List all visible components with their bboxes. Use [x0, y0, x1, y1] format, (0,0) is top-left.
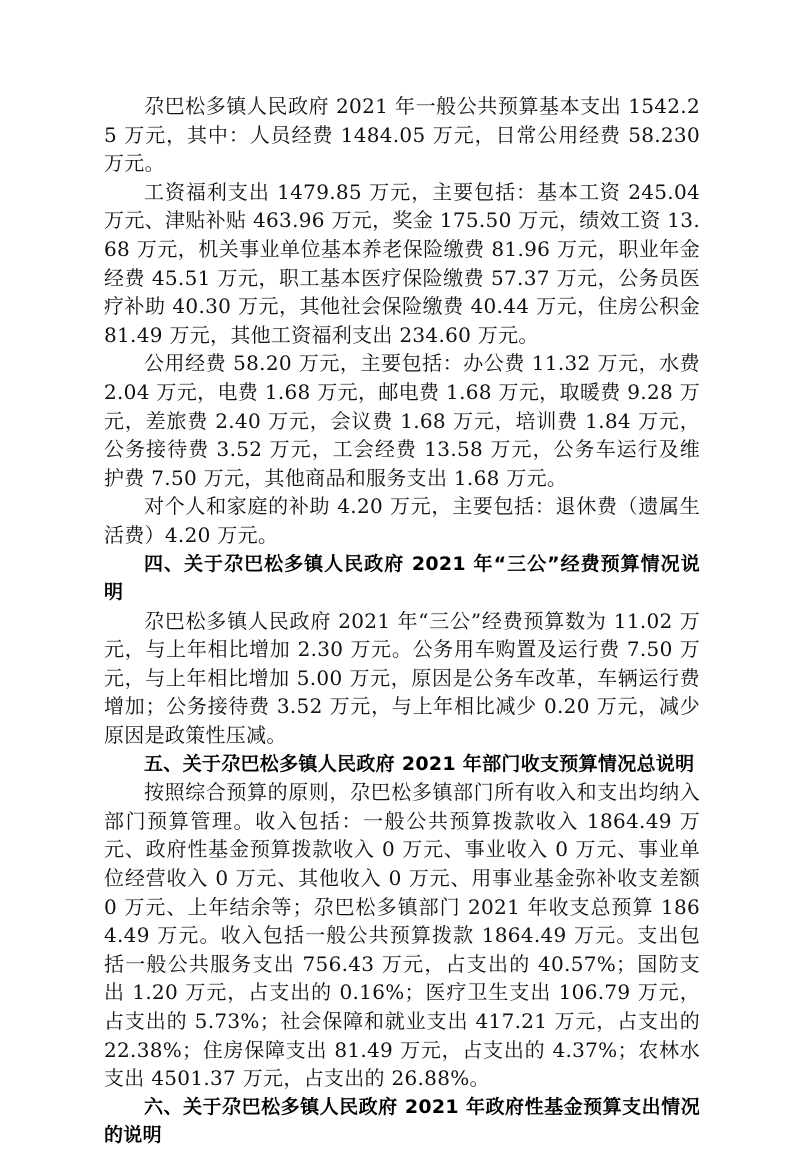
section-heading-four: 四、关于尕巴松多镇人民政府 2021 年“三公”经费预算情况说明 [104, 552, 700, 604]
paragraph-three-public-funds: 尕巴松多镇人民政府 2021 年“三公”经费预算数为 11.02 万元，与上年相比增加 2.30 万元。公务用车购置及运行费 7.50 万元，与上年相比增加 5.00 万元，原因是公务车改革，车辆运行费增加；公务接待费 3.52 万元，与上年相比减少 0.20 万元，减少原因是政策性压减。 [104, 608, 700, 748]
paragraph-public-expenses: 公用经费 58.20 万元，主要包括：办公费 11.32 万元，水费 2.04 万元，电费 1.68 万元，邮电费 1.68 万元，取暖费 9.28 万元，差旅费 2.40 万元，会议费 1.68 万元，培训费 1.84 万元，公务接待费 3.52 万元，工会经费 13.58 万元，公务车运行及维护费 7.50 万元，其他商品和服务支出 1.68 万元。 [104, 351, 700, 490]
paragraph-personal-subsidy: 对个人和家庭的补助 4.20 万元，主要包括：退休费（遗属生活费）4.20 万元。 [104, 494, 700, 547]
section-heading-five: 五、关于尕巴松多镇人民政府 2021 年部门收支预算情况总说明 [144, 752, 695, 775]
paragraph-salary-welfare: 工资福利支出 1479.85 万元，主要包括：基本工资 245.04 万元、津贴补贴 463.96 万元，奖金 175.50 万元，绩效工资 13.68 万元，机关事业单位基本养老保险缴费 81.96 万元，职业年金经费 45.51 万元，职工基本医疗保险缴费 57.37 万元，公务员医疗补助 40.30 万元，其他社会保险缴费 40.44 万元，住房公积金 81.49 万元，其他工资福利支出 234.60 万元。 [104, 179, 700, 347]
document-body [104, 92, 700, 1150]
section-heading-six: 六、关于尕巴松多镇人民政府 2021 年政府性基金预算支出情况的说明 [104, 1095, 700, 1147]
paragraph-basic-expenditure: 尕巴松多镇人民政府 2021 年一般公共预算基本支出 1542.25 万元，其中：人员经费 1484.05 万元，日常公用经费 58.230 万元。 [104, 94, 700, 176]
paragraph-budget-overview: 按照综合预算的原则，尕巴松多镇部门所有收入和支出均纳入部门预算管理。收入包括：一般公共预算拨款收入 1864.49 万元、政府性基金预算拨款收入 0 万元、事业收入 0 万元、事业单位经营收入 0 万元、其他收入 0 万元、用事业基金弥补收支差额 0 万元、上年结余等；尕巴松多镇部门 2021 年收支总预算 1864.49 万元。收入包括一般公共预算拨款 1864.49 万元。支出包括一般公共服务支出 756.43 万元，占支出的 40.57%；国防支出 1.20 万元，占支出的 0.16%；医疗卫生支出 106.79 万元，占支出的 5.73%；社会保障和就业支出 417.21 万元，占支出的 22.38%；住房保障支出 81.49 万元，占支出的 4.37%；农林水支出 4501.37 万元，占支出的 26.88%。 [104, 780, 700, 1091]
